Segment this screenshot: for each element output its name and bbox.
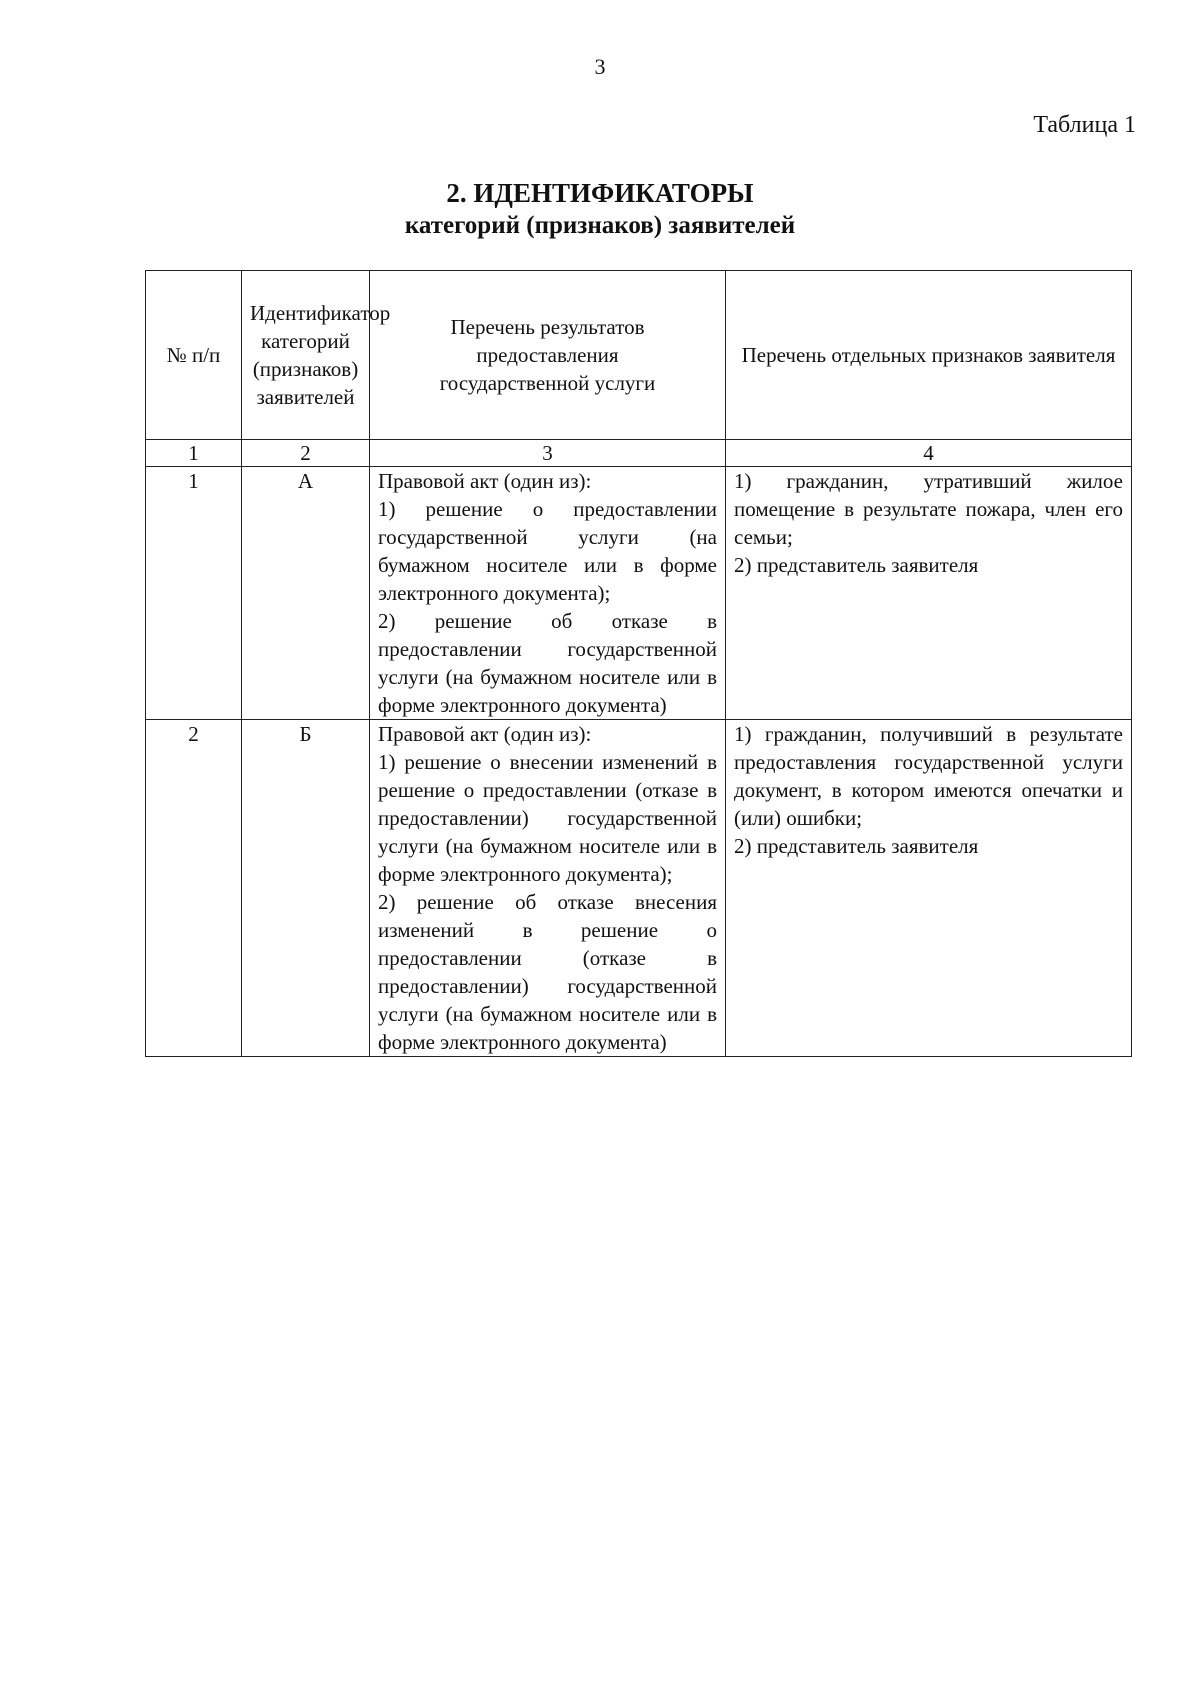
feature-line: 1) гражданин, получивший в результате предоставления государственной услуги документ, в котором имеются опечатки и (или) ошибки; — [734, 722, 1123, 830]
row-identifier: А — [242, 467, 370, 720]
header-features: Перечень отдельных признаков заявителя — [726, 271, 1132, 440]
header-results: Перечень результатов предоставления государственной услуги — [370, 271, 726, 440]
table-row — [146, 467, 1132, 720]
result-line: 2) решение об отказе внесения изменений в решение о предоставлении (отказе в предоставлении) государственной услуги (на бумажном носителе или в форме электронного документа) — [378, 890, 717, 1054]
column-number: 1 — [146, 440, 242, 467]
row-number: 1 — [146, 467, 242, 720]
result-line: 1) решение о предоставлении государственной услуги (на бумажном носителе или в форме электронного документа); — [378, 497, 717, 605]
document-title: 2. ИДЕНТИФИКАТОРЫ — [446, 178, 754, 208]
column-number: 4 — [726, 440, 1132, 467]
page-number: 3 — [594, 54, 606, 79]
feature-line: 2) представитель заявителя — [734, 553, 979, 577]
feature-line: 2) представитель заявителя — [734, 834, 979, 858]
result-line: 1) решение о внесении изменений в решение о предоставлении (отказе в предоставлении) государственной услуги (на бумажном носителе или в форме электронного документа); — [378, 750, 717, 886]
table-row — [146, 720, 1132, 1057]
row-features — [726, 720, 1132, 1057]
feature-line: 1) гражданин, утративший жилое помещение в результате пожара, член его семьи; — [734, 469, 1123, 549]
title-block — [0, 176, 1200, 242]
row-results — [370, 467, 726, 720]
column-number: 2 — [242, 440, 370, 467]
row-identifier: Б — [242, 720, 370, 1057]
row-number: 2 — [146, 720, 242, 1057]
result-line: Правовой акт (один из): — [378, 722, 592, 746]
identifiers-table — [145, 270, 1132, 1057]
row-results — [370, 720, 726, 1057]
document-subtitle: категорий (признаков) заявителей — [404, 212, 796, 239]
column-number: 3 — [370, 440, 726, 467]
header-number: № п/п — [146, 271, 242, 440]
table-label: Таблица 1 — [1033, 112, 1136, 138]
column-numbers-row — [146, 440, 1132, 467]
table-header-row — [146, 271, 1132, 440]
result-line: 2) решение об отказе в предоставлении государственной услуги (на бумажном носителе или в форме электронного документа) — [378, 609, 717, 717]
row-features — [726, 467, 1132, 720]
result-line: Правовой акт (один из): — [378, 469, 592, 493]
header-identifier: Идентификатор категорий (признаков) заявителей — [242, 271, 370, 440]
